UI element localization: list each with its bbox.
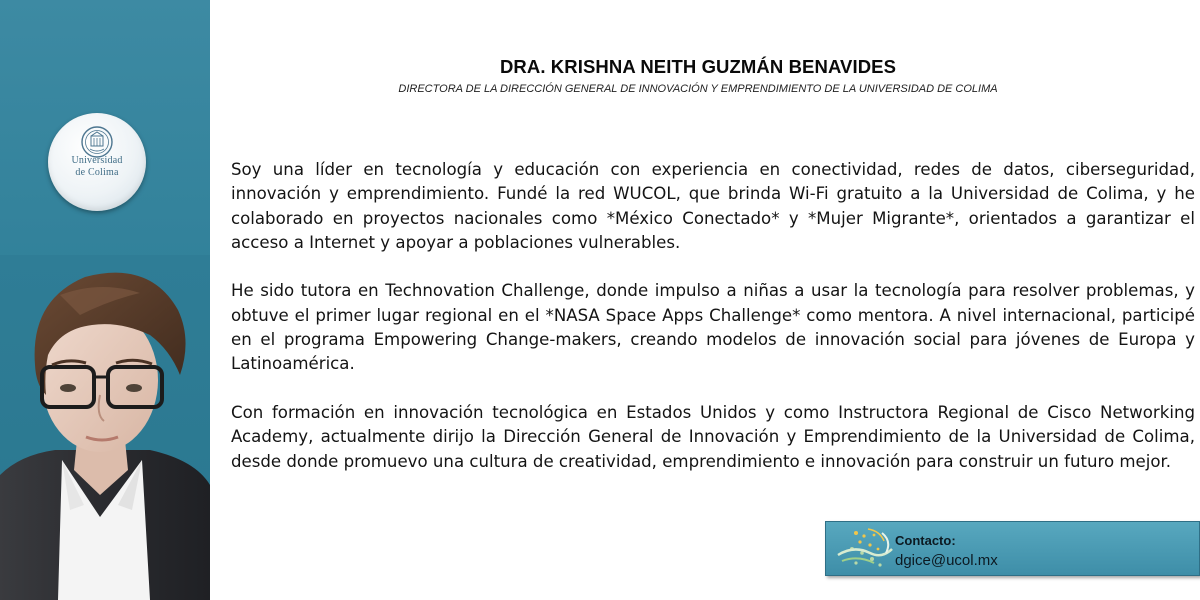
contact-box (825, 521, 1200, 576)
sidebar (0, 0, 210, 600)
university-logo (48, 113, 146, 211)
position-subheading: DIRECTORA DE LA DIRECCIÓN GENERAL DE INNOVACIÓN Y EMPRENDIMIENTO DE LA UNIVERSIDAD DE COLIMA (398, 83, 998, 95)
logo-text (48, 155, 146, 179)
biography (231, 158, 1195, 498)
network-nodes-icon (834, 527, 896, 573)
logo-line-1: Universidad (71, 155, 123, 166)
person-portrait-photo (0, 255, 210, 600)
seal-icon (80, 125, 114, 159)
bio-paragraph: He sido tutora en Technovation Challenge, donde impulso a niñas a usar la tecnología para resolver problemas, y obtuve el primer lugar regional en el *NASA Space Apps Challenge* como mentora. A nivel internacional, participé en el programa Empowering Change-makers, creando modelos de innovación social para jóvenes de Europa y Latinoamérica. (231, 281, 1195, 374)
bio-paragraph: Soy una líder en tecnología y educación con experiencia en conectividad, redes de datos, ciberseguridad, innovación y emprendimiento. Fundé la red WUCOL, que brinda Wi-Fi gratuito a la Universidad de Colima, y he colaborado en proyectos nacionales como *México Conectado* y *Mujer Migrante*, orientados a garantizar el acceso a Internet y apoyar a poblaciones vulnerables. (231, 160, 1195, 252)
contact-email[interactable]: dgice@ucol.mx (895, 552, 998, 569)
bio-paragraph: Con formación en innovación tecnológica en Estados Unidos y como Instructora Regional de Cisco Networking Academy, actualmente dirijo la Dirección General de Innovación y Emprendimiento de la Universidad de Colima, desde donde promuevo una cultura de creatividad, emprendimiento e innovación para construir un futuro mejor. (231, 402, 1195, 471)
logo-line-2: de Colima (75, 167, 119, 178)
contact-label: Contacto: (895, 533, 956, 548)
person-name-heading: DRA. KRISHNA NEITH GUZMÁN BENAVIDES (499, 56, 897, 77)
